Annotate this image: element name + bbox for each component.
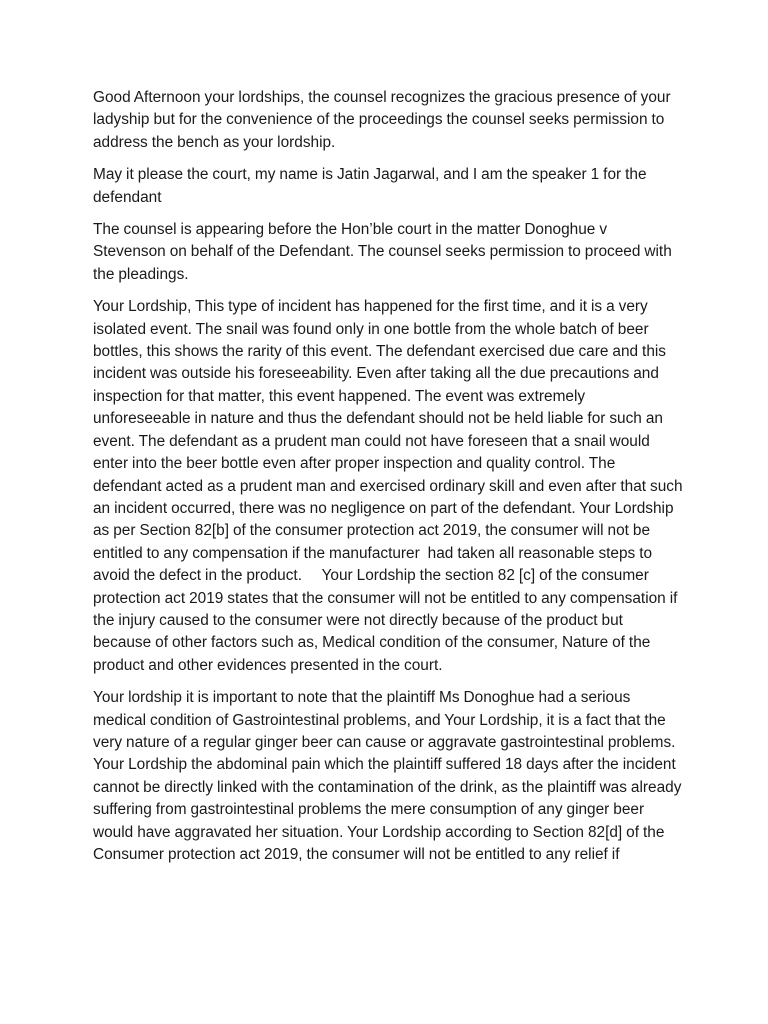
paragraph-introduction: May it please the court, my name is Jatin Jagarwal, and I am the speaker 1 for the defendant — [93, 166, 651, 206]
document-body — [93, 87, 687, 876]
paragraph-argument-medical-condition: Your lordship it is important to note that the plaintiff Ms Donoghue had a serious medical condition of Gastrointestinal problems, and Your Lordship, it is a fact that the very nature of a regular ginger beer can cause or aggravate gastrointestinal problems. Your Lordship the abdominal pain which the plaintiff suffered 18 days after the incident cannot be directly linked with the contamination of the drink, as the plaintiff was already suffering from gastrointestinal problems the mere consumption of any ginger beer would have aggravated her situation. Your Lordship according to Section 82[d] of the Consumer protection act 2019, the consumer will not be entitled to any relief if — [93, 689, 686, 863]
paragraph-greeting: Good Afternoon your lordships, the counsel recognizes the gracious presence of your ladyship but for the convenience of the proceedings the counsel seeks permission to address the bench as your lordship. — [93, 89, 675, 151]
paragraph-argument-foreseeability: Your Lordship, This type of incident has happened for the first time, and it is a very isolated event. The snail was found only in one bottle from the whole batch of beer bottles, this shows the rarity of this event. The defendant exercised due care and this incident was outside his foreseeability. Even after taking all the due precautions and inspection for that matter, this event happened. The event was extremely unforeseeable in nature and thus the defendant should not be held liable for such an event. The defendant as a prudent man could not have foreseen that a snail would enter into the beer bottle even after proper inspection and quality control. The defendant acted as a prudent man and exercised ordinary skill and even after that such an incident occurred, there was no negligence on part of the defendant. Your Lordship as per Section 82[b] of the consumer protection act 2019, the consumer will not be entitled to any compensation if the manufacturer had taken all reasonable steps to avoid the defect in the product. Your Lordship the section 82 [c] of the consumer protection act 2019 states that the consumer will not be entitled to any compensation if the injury caused to the consumer were not directly because of the product but because of other factors such as, Medical condition of the consumer, Nature of the product and other evidences presented in the court. — [93, 298, 687, 674]
paragraph-appearance: The counsel is appearing before the Hon’ble court in the matter Donoghue v Stevenson on behalf of the Defendant. The counsel seeks permission to proceed with the pleadings. — [93, 221, 676, 283]
